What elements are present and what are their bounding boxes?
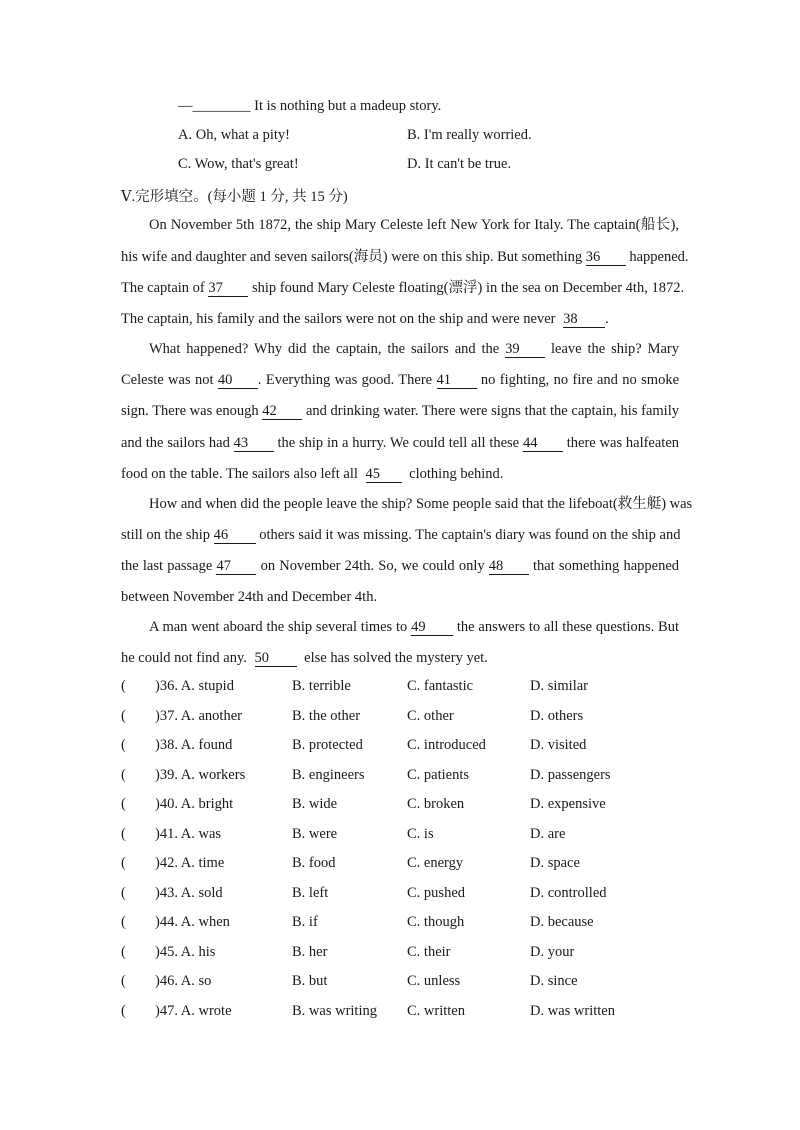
blank-39: 39 bbox=[505, 341, 545, 358]
answer-paren: ( bbox=[121, 885, 126, 901]
question-option-a: )46. A. so bbox=[155, 973, 212, 989]
question-option-d: D. are bbox=[530, 826, 566, 842]
passage-text: Celeste was not bbox=[121, 372, 214, 388]
question-row bbox=[0, 942, 800, 962]
blank-44: 44 bbox=[523, 435, 563, 452]
passage-text: ship found Mary Celeste floating(漂浮) in the sea on December 4th, 1872. bbox=[252, 280, 685, 296]
question-option-a: )42. A. time bbox=[155, 855, 225, 871]
passage-text: the answers to all these questions. But bbox=[456, 619, 679, 635]
question-option-d: D. because bbox=[530, 914, 594, 930]
question-option-d: D. passengers bbox=[530, 767, 611, 783]
question-option-a: )36. A. stupid bbox=[155, 678, 234, 694]
passage-text: and the sailors had bbox=[121, 435, 230, 451]
passage-line: How and when did the people leave the ship? Some people said that the lifeboat(救生艇) was bbox=[149, 496, 693, 512]
passage-text: the ship in a hurry. We could tell all these bbox=[277, 435, 520, 451]
question-option-c: C. their bbox=[407, 944, 451, 960]
passage-text: that something happened bbox=[532, 558, 680, 574]
option-b: B. I'm really worried. bbox=[407, 127, 532, 143]
question-option-c: C. pushed bbox=[407, 885, 465, 901]
passage-text: and drinking water. There were signs that the captain, his family bbox=[305, 403, 679, 419]
question-row bbox=[0, 794, 800, 814]
question-row bbox=[0, 883, 800, 903]
blank-38: 38 bbox=[563, 311, 605, 328]
question-option-a: )39. A. workers bbox=[155, 767, 246, 783]
passage-text: The captain of bbox=[121, 280, 205, 296]
question-row bbox=[0, 706, 800, 726]
question-option-a: )37. A. another bbox=[155, 708, 242, 724]
blank-37: 37 bbox=[208, 280, 248, 297]
answer-paren: ( bbox=[121, 973, 126, 989]
passage-line bbox=[121, 247, 689, 267]
answer-paren: ( bbox=[121, 826, 126, 842]
passage-text: others said it was missing. The captain's diary was found on the ship and bbox=[259, 527, 681, 543]
question-option-b: B. food bbox=[292, 855, 336, 871]
passage-text: still on the ship bbox=[121, 527, 211, 543]
passage-text: food on the table. The sailors also left all bbox=[121, 466, 358, 482]
passage-text: there was halfeaten bbox=[566, 435, 680, 451]
question-option-a: )45. A. his bbox=[155, 944, 216, 960]
answer-paren: ( bbox=[121, 914, 126, 930]
passage-line bbox=[149, 339, 679, 359]
question-option-c: C. though bbox=[407, 914, 465, 930]
blank-40: 40 bbox=[218, 372, 258, 389]
question-option-d: D. since bbox=[530, 973, 578, 989]
passage-line bbox=[121, 401, 679, 421]
question-row bbox=[0, 912, 800, 932]
question-row bbox=[0, 1001, 800, 1021]
passage-text: no fighting, no fire and no smoke bbox=[480, 372, 680, 388]
question-row bbox=[0, 676, 800, 696]
question-option-b: B. left bbox=[292, 885, 329, 901]
question-option-b: B. terrible bbox=[292, 678, 351, 694]
question-option-d: D. controlled bbox=[530, 885, 607, 901]
passage-text: his wife and daughter and seven sailors(海员) were on this ship. But something bbox=[121, 249, 583, 265]
answer-paren: ( bbox=[121, 944, 126, 960]
question-option-a: )43. A. sold bbox=[155, 885, 223, 901]
passage-text: happened. bbox=[629, 249, 689, 265]
answer-paren: ( bbox=[121, 678, 126, 694]
question-option-d: D. visited bbox=[530, 737, 587, 753]
blank-42: 42 bbox=[262, 403, 302, 420]
passage-line bbox=[121, 556, 679, 576]
question-option-d: D. your bbox=[530, 944, 575, 960]
question-option-d: D. was written bbox=[530, 1003, 615, 1019]
answer-paren: ( bbox=[121, 708, 126, 724]
question-option-a: )40. A. bright bbox=[155, 796, 234, 812]
question-option-a: )41. A. was bbox=[155, 826, 222, 842]
answer-paren: ( bbox=[121, 767, 126, 783]
passage-text: sign. There was enough bbox=[121, 403, 259, 419]
question-option-d: D. similar bbox=[530, 678, 588, 694]
passage-line bbox=[121, 525, 679, 545]
blank-46: 46 bbox=[214, 527, 256, 544]
question-option-c: C. patients bbox=[407, 767, 470, 783]
question-row bbox=[0, 853, 800, 873]
passage-text: The captain, his family and the sailors were not on the ship and were never bbox=[121, 311, 556, 327]
passage-line bbox=[149, 617, 679, 637]
question-option-c: C. fantastic bbox=[407, 678, 474, 694]
passage-text: leave the ship? Mary bbox=[551, 341, 680, 357]
passage-text: else has solved the mystery yet. bbox=[304, 650, 488, 666]
question-option-c: C. unless bbox=[407, 973, 461, 989]
question-option-b: B. wide bbox=[292, 796, 338, 812]
passage-text: . bbox=[605, 311, 609, 327]
question-row bbox=[0, 735, 800, 755]
question-option-b: B. the other bbox=[292, 708, 361, 724]
passage-text: clothing behind. bbox=[409, 466, 504, 482]
question-option-c: C. introduced bbox=[407, 737, 486, 753]
question-option-d: D. expensive bbox=[530, 796, 606, 812]
question-option-c: C. energy bbox=[407, 855, 464, 871]
question-option-b: B. were bbox=[292, 826, 338, 842]
question-option-b: B. her bbox=[292, 944, 328, 960]
question-option-c: C. other bbox=[407, 708, 454, 724]
answer-paren: ( bbox=[121, 855, 126, 871]
passage-line bbox=[121, 278, 685, 298]
blank-45: 45 bbox=[366, 466, 402, 483]
blank-48: 48 bbox=[489, 558, 529, 575]
answer-paren: ( bbox=[121, 1003, 126, 1019]
passage-line bbox=[121, 464, 679, 484]
answer-paren: ( bbox=[121, 796, 126, 812]
question-option-b: B. if bbox=[292, 914, 318, 930]
blank-47: 47 bbox=[216, 558, 256, 575]
question-option-b: B. but bbox=[292, 973, 328, 989]
question-option-a: )47. A. wrote bbox=[155, 1003, 232, 1019]
section-title: Ⅴ.完形填空。(每小题 1 分, 共 15 分) bbox=[121, 189, 348, 205]
passage-line: between November 24th and December 4th. bbox=[121, 589, 378, 605]
question-option-a: )38. A. found bbox=[155, 737, 233, 753]
passage-text: What happened? Why did the captain, the sailors and the bbox=[149, 341, 500, 357]
blank-41: 41 bbox=[437, 372, 477, 389]
question-option-b: B. protected bbox=[292, 737, 363, 753]
passage-text: he could not find any. bbox=[121, 650, 247, 666]
question-option-d: D. others bbox=[530, 708, 584, 724]
dialog-line: —________ It is nothing but a madeup story. bbox=[178, 98, 442, 114]
question-option-d: D. space bbox=[530, 855, 580, 871]
passage-text: . Everything was good. There bbox=[257, 372, 433, 388]
passage-text: A man went aboard the ship several times to bbox=[149, 619, 408, 635]
blank-43: 43 bbox=[234, 435, 274, 452]
question-option-a: )44. A. when bbox=[155, 914, 230, 930]
question-option-c: C. is bbox=[407, 826, 434, 842]
answer-paren: ( bbox=[121, 737, 126, 753]
passage-line bbox=[121, 648, 679, 668]
option-a: A. Oh, what a pity! bbox=[178, 127, 290, 143]
option-c: C. Wow, that's great! bbox=[178, 156, 299, 172]
blank-49: 49 bbox=[411, 619, 453, 636]
question-option-c: C. written bbox=[407, 1003, 465, 1019]
question-row bbox=[0, 971, 800, 991]
question-option-b: B. engineers bbox=[292, 767, 365, 783]
passage-text: on November 24th. So, we could only bbox=[260, 558, 485, 574]
passage-text: the last passage bbox=[121, 558, 213, 574]
question-option-c: C. broken bbox=[407, 796, 465, 812]
option-d: D. It can't be true. bbox=[407, 156, 512, 172]
question-row bbox=[0, 824, 800, 844]
passage-line bbox=[121, 433, 679, 453]
blank-36: 36 bbox=[586, 249, 626, 266]
question-option-b: B. was writing bbox=[292, 1003, 377, 1019]
passage-line bbox=[121, 309, 679, 329]
blank-50: 50 bbox=[255, 650, 297, 667]
passage-line: On November 5th 1872, the ship Mary Celeste left New York for Italy. The captain(船长), bbox=[149, 217, 679, 233]
question-row bbox=[0, 765, 800, 785]
passage-line bbox=[121, 370, 679, 390]
